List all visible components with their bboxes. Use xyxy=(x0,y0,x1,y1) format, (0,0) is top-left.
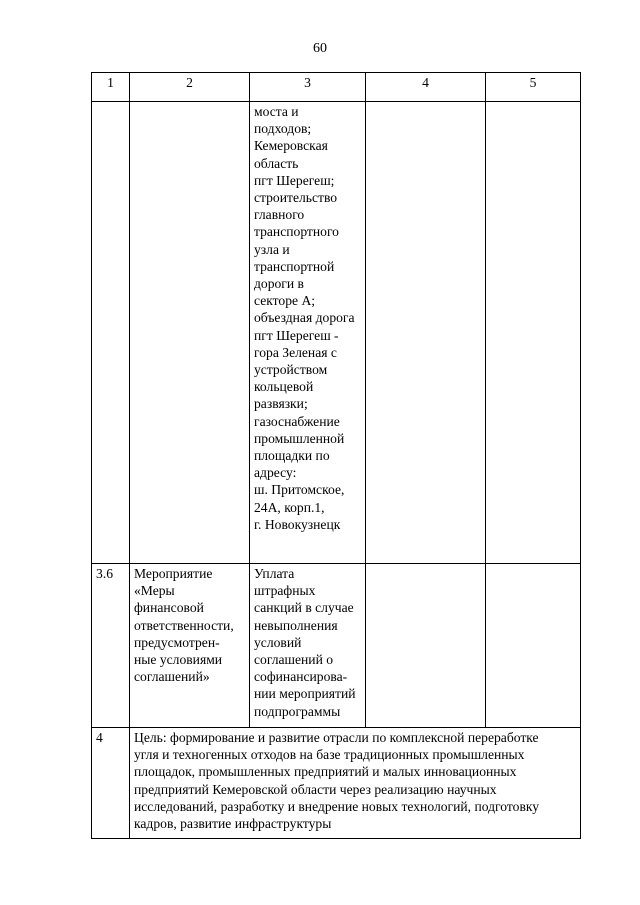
text-line: кадров, развитие инфраструктуры xyxy=(134,816,332,832)
text-line: ные условиями xyxy=(134,652,223,668)
text-line: ответственности, xyxy=(134,617,234,633)
text-line: устройством xyxy=(254,362,328,378)
table-header-row xyxy=(92,73,581,102)
text-line: штрафных xyxy=(254,583,316,599)
text-line: 24А, корп.1, xyxy=(254,499,325,515)
cell-description xyxy=(250,564,366,728)
text-line: соглашений» xyxy=(134,669,210,685)
text-line: санкций в случае xyxy=(254,600,354,616)
cell-col-4 xyxy=(366,564,486,728)
text-line: промышленной xyxy=(254,430,345,446)
text-line: г. Новокузнецк xyxy=(254,516,341,532)
text-line: площадки по xyxy=(254,448,330,464)
text-line: область xyxy=(254,155,299,171)
text-line: секторе А; xyxy=(254,293,316,309)
table-row-continuation xyxy=(92,102,581,564)
table-row-4-goal xyxy=(92,728,581,839)
text-line: предусмотрен- xyxy=(134,634,220,650)
text-line: строительство xyxy=(254,190,338,206)
header-col-3: 3 xyxy=(250,73,366,102)
cell-number xyxy=(92,102,130,564)
text-line: объездная дорога xyxy=(254,310,355,326)
text-line: газоснабжение xyxy=(254,413,340,429)
text-line: Кемеровская xyxy=(254,138,328,154)
text-line: транспортной xyxy=(254,258,335,274)
text-line: гора Зеленая с xyxy=(254,344,337,360)
activities-table xyxy=(91,72,581,839)
text-line: ш. Притомское, xyxy=(254,482,345,498)
text-line: финансовой xyxy=(134,600,204,616)
cell-col-5 xyxy=(486,564,581,728)
text-line: транспортного xyxy=(254,224,339,240)
text-line: кольцевой xyxy=(254,379,314,395)
header-col-1: 1 xyxy=(92,73,130,102)
text-line: узла и xyxy=(254,241,290,257)
text-line: пгт Шерегеш - xyxy=(254,327,339,343)
cell-description xyxy=(250,102,366,564)
text-line: угля и техногенных отходов на базе традиционных промышленных xyxy=(134,747,525,763)
text-line: подходов; xyxy=(254,121,312,137)
text-line: «Меры xyxy=(134,583,175,599)
text-line: исследований, разработку и внедрение новых технологий, подготовку xyxy=(134,798,540,814)
text-line: предприятий Кемеровской области через реализацию научных xyxy=(134,781,497,797)
text-line: условий xyxy=(254,634,302,650)
text-line: Мероприятие xyxy=(134,566,213,581)
goal-text-cell xyxy=(130,728,581,839)
text-line: главного xyxy=(254,207,305,223)
cell-number: 3.6 xyxy=(92,564,130,728)
page-number: 60 xyxy=(313,41,327,56)
text-line: нии мероприятий xyxy=(254,686,356,702)
cell-activity-name xyxy=(130,102,250,564)
text-line: адресу: xyxy=(254,465,297,481)
table-row-3-6 xyxy=(92,564,581,728)
text-line: невыполнения xyxy=(254,617,338,633)
text-line: развязки; xyxy=(254,396,308,412)
header-col-5: 5 xyxy=(486,73,581,102)
text-line: подпрограммы xyxy=(254,703,341,719)
text-line: Цель: формирование и развитие отрасли по комплексной переработке xyxy=(134,730,539,745)
text-line: пгт Шерегеш; xyxy=(254,172,335,188)
text-line: дороги в xyxy=(254,276,304,292)
cell-col-4 xyxy=(366,102,486,564)
header-col-2: 2 xyxy=(130,73,250,102)
text-line: площадок, промышленных предприятий и малых инновационных xyxy=(134,764,517,780)
text-line: Уплата xyxy=(254,566,295,581)
cell-col-5 xyxy=(486,102,581,564)
cell-activity-name xyxy=(130,564,250,728)
text-line: соглашений о xyxy=(254,652,334,668)
text-line: софинансирова- xyxy=(254,669,348,685)
cell-number: 4 xyxy=(92,728,130,839)
text-line: моста и xyxy=(254,104,299,119)
header-col-4: 4 xyxy=(366,73,486,102)
